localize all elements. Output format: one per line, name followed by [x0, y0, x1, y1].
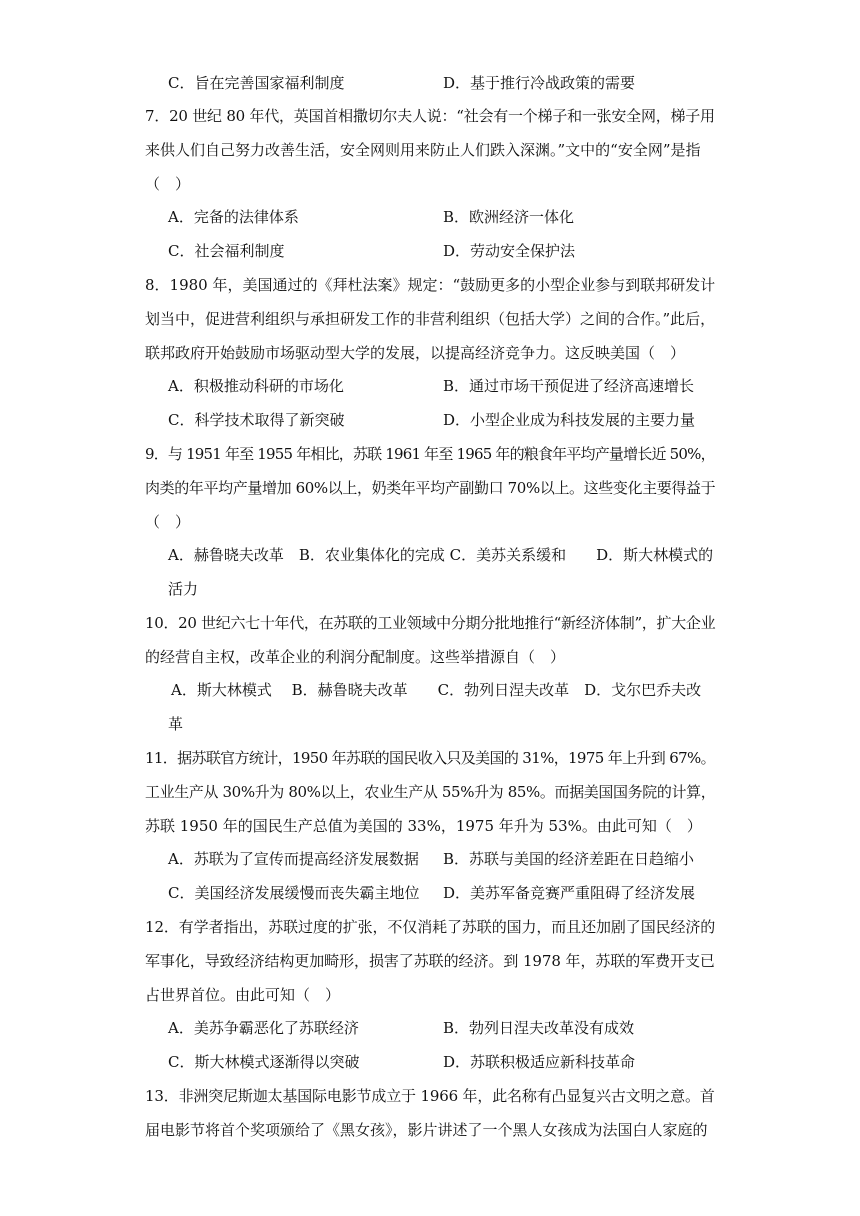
- q10-options-continuation: 革: [168, 715, 184, 733]
- q11-option-a: A．苏联为了宣传而提高经济发展数据: [168, 850, 419, 868]
- q8-stem-line-1: 8．1980 年，美国通过的《拜杜法案》规定：“鼓励更多的小型企业参与到联邦研发计: [145, 276, 716, 294]
- q7-stem-line-3: （ ）: [145, 175, 191, 193]
- q8-option-b: B．通过市场干预促进了经济高速增长: [443, 377, 695, 395]
- q7-option-c: C．社会福利制度: [168, 242, 285, 260]
- q9-stem-line-2: 肉类的年平均产量增加 60%以上，奶类年平均产副勤口 70%以上。这些变化主要得益于: [145, 479, 716, 497]
- q12-option-d: D．苏联积极适应新科技革命: [443, 1053, 636, 1071]
- q11-stem-line-3: 苏联 1950 年的国民生产总值为美国的 33%，1975 年升为 53%。由此可知（ ）: [145, 817, 702, 835]
- q9-stem-line-3: （ ）: [145, 513, 191, 531]
- q7-stem-line-2: 来供人们自己努力改善生活，安全网则用来防止人们跌入深渊。”文中的“安全网”是指: [145, 141, 701, 159]
- q7-stem-line-1: 7．20 世纪 80 年代，英国首相撒切尔夫人说：“社会有一个梯子和一张安全网，梯子用: [145, 107, 715, 125]
- q10-options-row: A．斯大林模式 B．赫鲁晓夫改革 C．勃列日涅夫改革 D．戈尔巴乔夫改: [171, 681, 702, 699]
- q9-options-row: A．赫鲁晓夫改革 B．农业集体化的完成 C．美苏关系缓和 D．斯大林模式的: [168, 546, 714, 564]
- q12-option-a: A．美苏争霸恶化了苏联经济: [168, 1019, 359, 1037]
- q10-stem-line-1: 10．20 世纪六七十年代，在苏联的工业领域中分期分批地推行“新经济体制”，扩大企业: [145, 614, 716, 632]
- q7-option-a: A．完备的法律体系: [168, 208, 299, 226]
- q12-option-c: C．斯大林模式逐渐得以突破: [168, 1053, 360, 1071]
- q12-stem-line-3: 占世界首位。由此可知（ ）: [145, 986, 341, 1004]
- q6-option-d: D．基于推行冷战政策的需要: [443, 74, 636, 92]
- q8-option-a: A．积极推动科研的市场化: [168, 377, 344, 395]
- q12-stem-line-1: 12．有学者指出，苏联过度的扩张，不仅消耗了苏联的国力，而且还加剧了国民经济的: [145, 918, 716, 936]
- q9-options-continuation: 活力: [168, 580, 199, 598]
- q11-option-b: B．苏联与美国的经济差距在日趋缩小: [443, 850, 695, 868]
- q11-option-c: C．美国经济发展缓慢而丧失霸主地位: [168, 884, 420, 902]
- q7-option-d: D．劳动安全保护法: [443, 242, 576, 260]
- q8-option-c: C．科学技术取得了新突破: [168, 411, 345, 429]
- q8-option-d: D．小型企业成为科技发展的主要力量: [443, 411, 696, 429]
- q13-stem-line-1: 13．非洲突尼斯迦太基国际电影节成立于 1966 年，此名称有凸显复兴古文明之意。首: [145, 1087, 715, 1105]
- q13-stem-line-2: 届电影节将首个奖项颁给了《黑女孩》，影片讲述了一个黑人女孩成为法国白人家庭的: [145, 1121, 708, 1139]
- q12-stem-line-2: 军事化，导致经济结构更加畸形，损害了苏联的经济。到 1978 年，苏联的军费开支已: [145, 952, 715, 970]
- q7-option-b: B．欧洲经济一体化: [443, 208, 575, 226]
- q11-stem-line-2: 工业生产从 30%升为 80%以上，农业生产从 55%升为 85%。而据美国国务院的计算，: [145, 783, 716, 801]
- q10-stem-line-2: 的经营自主权，改革企业的利润分配制度。这些举措源自（ ）: [145, 648, 566, 666]
- q11-stem-line-1: 11．据苏联官方统计，1950 年苏联的国民收入只及美国的 31%，1975 年上升到 67%。: [145, 749, 715, 767]
- q12-option-b: B．勃列日涅夫改革没有成效: [443, 1019, 635, 1037]
- q9-stem-line-1: 9．与 1951 年至 1955 年相比，苏联 1961 年至 1965 年的粮食年平均产量增长近 50%，: [145, 445, 715, 463]
- q6-option-c: C．旨在完善国家福利制度: [168, 74, 345, 92]
- q8-stem-line-3: 联邦政府开始鼓励市场驱动型大学的发展，以提高经济竞争力。这反映美国（ ）: [145, 344, 686, 362]
- q8-stem-line-2: 划当中，促进营利组织与承担研发工作的非营利组织（包括大学）之间的合作。”此后，: [145, 310, 716, 328]
- q11-option-d: D．美苏军备竞赛严重阻碍了经济发展: [443, 884, 696, 902]
